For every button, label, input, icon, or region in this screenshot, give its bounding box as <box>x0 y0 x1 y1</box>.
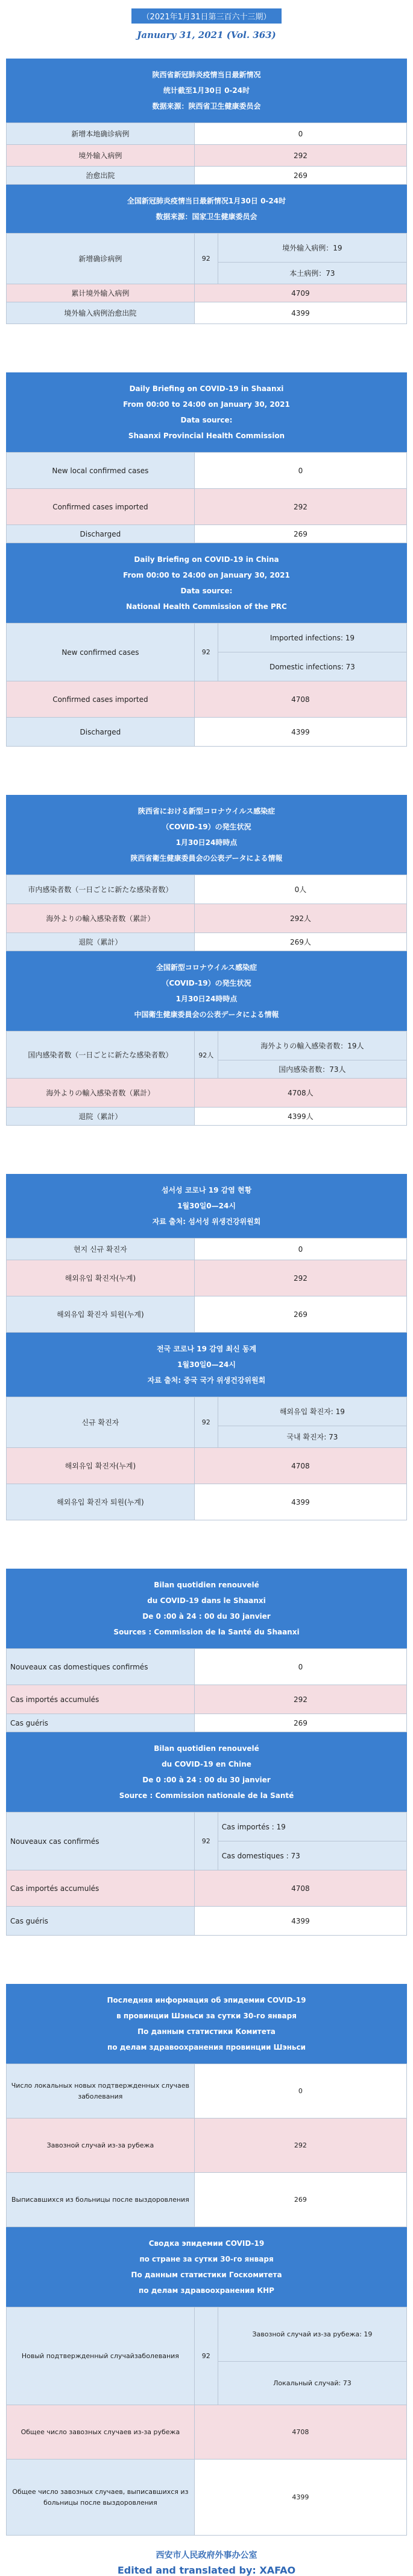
table-row: 退院（累計） 4399人 <box>7 1108 407 1126</box>
data-table <box>6 452 407 543</box>
data-table <box>6 2307 407 2536</box>
table-row: New confirmed cases 92 Imported infections: 19 <box>7 623 407 652</box>
table-row: 累计境外输入病例 4709 <box>7 284 407 302</box>
table-row: 国内感染者数：73人 <box>7 1060 407 1079</box>
table-row: Завозной случай из-за рубежа 292 <box>7 2119 407 2173</box>
table-row: Confirmed cases imported 4708 <box>7 681 407 718</box>
section-ko-china <box>6 1333 407 1520</box>
section-fr-shaanxi <box>6 1569 407 1732</box>
table-row: 本土病例：73 <box>7 263 407 284</box>
section-ja-shaanxi <box>6 795 407 951</box>
table-row: Новый подтвержденный случайзаболевания 92 Завозной случай из-за рубежа: 19 <box>7 2307 407 2362</box>
table-row: 해외유입 확진자(누계) 292 <box>7 1260 407 1296</box>
table-row: 新增本地确诊病例 0 <box>7 123 407 145</box>
table-row: 治愈出院 269 <box>7 167 407 185</box>
section-ja-china <box>6 951 407 1126</box>
table-row: Выписавшихся из больницы после выздоровления 269 <box>7 2173 407 2227</box>
table-row: 신규 확진자 92 해외유입 확진자: 19 <box>7 1397 407 1426</box>
section-en-shaanxi <box>6 372 407 543</box>
data-table <box>6 1648 407 1732</box>
footer-credit: Edited and translated by: XAFAO <box>117 2565 296 2576</box>
footer <box>6 2549 407 2576</box>
section-title: Сводка эпидемии COVID-19 по стране за сутки 30-го января По данным статистики Госкомитета по делам здравоохранения КНР <box>6 2227 407 2307</box>
table-row: Cas guéris 4399 <box>7 1907 407 1936</box>
issue-date: January 31, 2021 (Vol. 363) <box>137 30 276 40</box>
data-table <box>6 1031 407 1126</box>
section-ru-shaanxi <box>6 1984 407 2227</box>
issue-header <box>0 0 413 40</box>
section-title: Bilan quotidien renouvelé du COVID-19 dans le Shaanxi De 0 :00 à 24 : 00 du 30 janvier Sources : Commission de la Santé du Shaanxi <box>6 1569 407 1648</box>
table-row: 해외유입 확진자 퇴원(누계) 269 <box>7 1296 407 1333</box>
section-ko-shaanxi <box>6 1174 407 1333</box>
section-title: 全国新型コロナウイルス感染症 （COVID-19）の発生状況 1月30日24時時点 中国衛生健康委員会の公表データによる情報 <box>6 951 407 1031</box>
section-ru-china <box>6 2227 407 2536</box>
table-row: 新增确诊病例 92 境外输入病例：19 <box>7 234 407 263</box>
table-row: Локальный случай: 73 <box>7 2362 407 2405</box>
table-row: Confirmed cases imported 292 <box>7 489 407 525</box>
issue-tag: （2021年1月31日第三百六十三期） <box>131 8 282 24</box>
table-row: 국내 확진자: 73 <box>7 1426 407 1448</box>
data-table <box>6 2064 407 2227</box>
table-row: Nouveaux cas confirmés 92 Cas importés : 19 <box>7 1812 407 1841</box>
data-table <box>6 1397 407 1520</box>
table-row: New local confirmed cases 0 <box>7 453 407 489</box>
table-row: 해외유입 확진자 퇴원(누계) 4399 <box>7 1484 407 1520</box>
data-table <box>6 123 407 185</box>
section-title: 전국 코로나 19 감염 최신 동계 1월30일0—24시 자료 출처: 중국 국가 위생건강위원회 <box>6 1333 407 1397</box>
table-row: 해외유입 확진자(누계) 4708 <box>7 1448 407 1484</box>
table-row: 退院（累計） 269人 <box>7 933 407 951</box>
data-table <box>6 1238 407 1333</box>
section-title: 陕西省新冠肺炎疫情当日最新情况 统计截至1月30日 0-24时 数据来源：陕西省卫生健康委员会 <box>6 59 407 123</box>
table-row: Nouveaux cas domestiques confirmés 0 <box>7 1649 407 1685</box>
section-title: Bilan quotidien renouvelé du COVID-19 en Chine De 0 :00 à 24 : 00 du 30 janvier Source : Commission nationale de la Santé <box>6 1732 407 1812</box>
table-row: Cas domestiques : 73 <box>7 1841 407 1870</box>
table-row: Общее число завозных случаев из-за рубежа 4708 <box>7 2405 407 2460</box>
table-row: 海外よりの輸入感染者数（累計） 292人 <box>7 904 407 933</box>
table-row: 国内感染者数（一日ごとに新たな感染者数） 92人 海外よりの輸入感染者数：19人 <box>7 1031 407 1060</box>
table-row: Число локальных новых подтвержденных случаев заболевания 0 <box>7 2064 407 2119</box>
data-table <box>6 875 407 951</box>
section-fr-china <box>6 1732 407 1936</box>
table-row: Cas guéris 269 <box>7 1714 407 1732</box>
table-row: Discharged 269 <box>7 525 407 543</box>
table-row: Discharged 4399 <box>7 718 407 747</box>
data-table <box>6 233 407 324</box>
section-title: 陝西省における新型コロナウイルス感染症 （COVID-19）の発生状況 1月30日24時時点 陝西省衛生健康委員会の公表データによる情報 <box>6 795 407 875</box>
data-table <box>6 623 407 747</box>
table-row: 市内感染者数（一日ごとに新たな感染者数） 0人 <box>7 875 407 904</box>
table-row: Domestic infections: 73 <box>7 652 407 681</box>
table-row: 境外输入病例 292 <box>7 145 407 167</box>
footer-org: 西安市人民政府外事办公室 <box>156 2551 257 2560</box>
section-title: Последняя информация об эпидемии COVID-19 в провинции Шэньси за сутки 30-го января По данным статистики Комитета по делам здравоохранения провинции Шэньси <box>6 1984 407 2064</box>
table-row: Cas importés accumulés 4708 <box>7 1870 407 1907</box>
section-en-china <box>6 543 407 747</box>
section-title: Daily Briefing on COVID-19 in China From 00:00 to 24:00 on January 30, 2021 Data source: National Health Commission of the PRC <box>6 543 407 623</box>
section-zh-shaanxi <box>6 59 407 185</box>
table-row: 현지 신규 확진자 0 <box>7 1239 407 1260</box>
section-title: 섬서성 코로나 19 감염 현황 1월30일0—24시 자료 출처: 섬서성 위생건강위원회 <box>6 1174 407 1238</box>
section-title: Daily Briefing on COVID-19 in Shaanxi From 00:00 to 24:00 on January 30, 2021 Data source: Shaanxi Provincial Health Commission <box>6 372 407 452</box>
data-table <box>6 1812 407 1936</box>
table-row: 海外よりの輸入感染者数（累計） 4708人 <box>7 1079 407 1108</box>
table-row: 境外输入病例治愈出院 4399 <box>7 302 407 324</box>
table-row: Общее число завозных случаев, выписавшихся из больницы после выздоровления 4399 <box>7 2460 407 2536</box>
table-row: Cas importés accumulés 292 <box>7 1685 407 1714</box>
section-title: 全国新冠肺炎疫情当日最新情况1月30日 0-24时 数据来源：国家卫生健康委员会 <box>6 185 407 233</box>
section-zh-china <box>6 185 407 324</box>
